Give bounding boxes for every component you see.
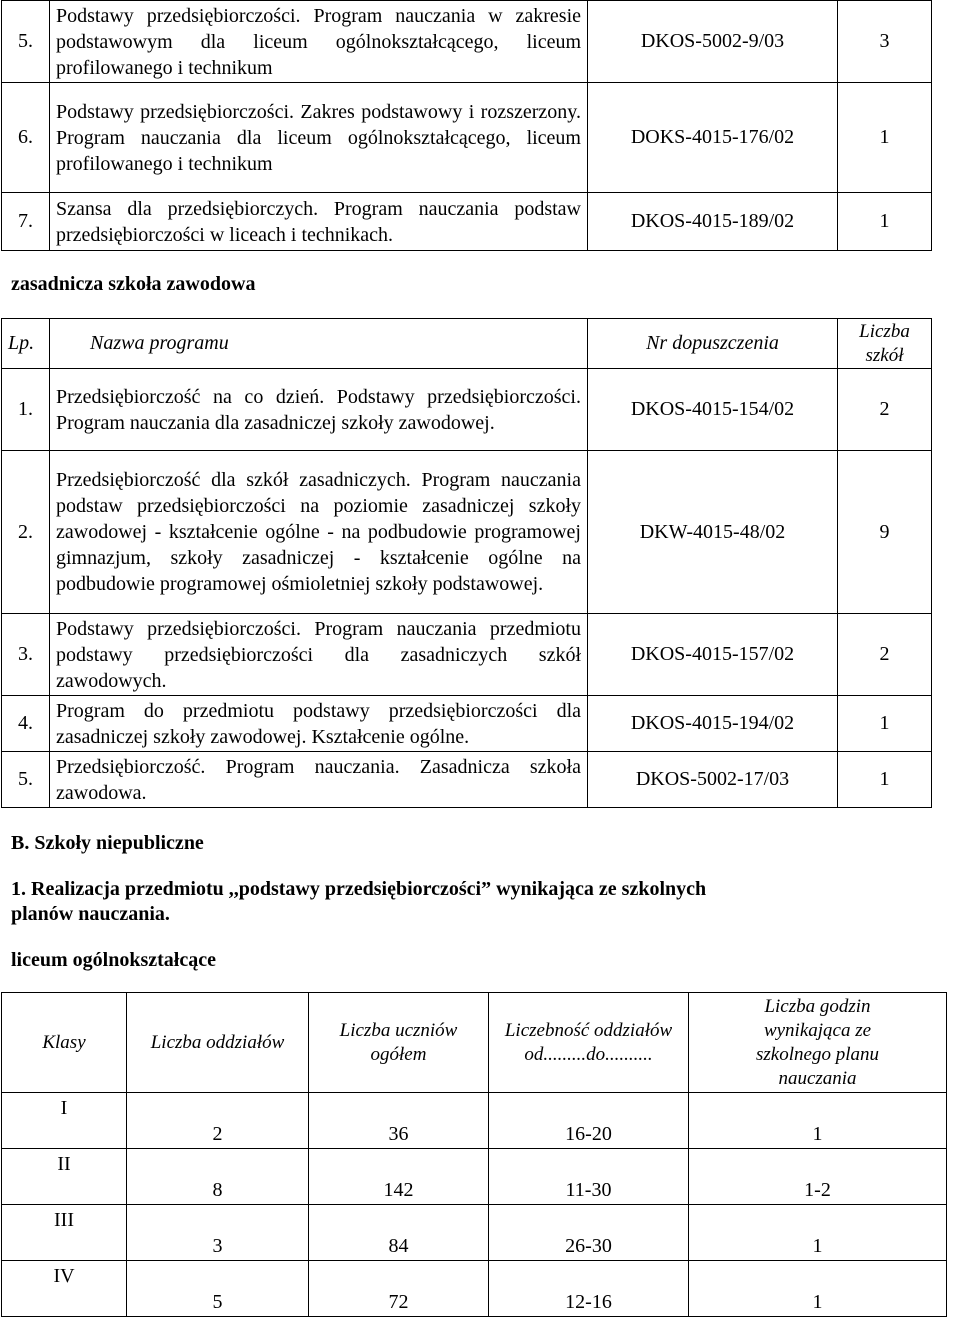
table-row — [2, 1, 932, 83]
header-klasy: Klasy — [2, 993, 127, 1093]
approval-number: DKOS-5002-17/03 — [588, 752, 838, 808]
branch-size-range: 11-30 — [489, 1149, 689, 1205]
student-count: 142 — [309, 1149, 489, 1205]
hours: 1 — [689, 1261, 947, 1317]
header-godziny: Liczba godzin wynikająca ze szkolnego planu nauczania — [689, 993, 947, 1093]
hours: 1-2 — [689, 1149, 947, 1205]
section-heading-lo: liceum ogólnokształcące — [11, 949, 216, 971]
table-row — [2, 1261, 947, 1317]
row-lp: 1. — [2, 369, 50, 451]
school-count: 9 — [838, 451, 932, 614]
student-count: 84 — [309, 1205, 489, 1261]
school-count: 1 — [838, 193, 932, 251]
approval-number: DKW-4015-48/02 — [588, 451, 838, 614]
table-row — [2, 1149, 947, 1205]
header-licznosc: Liczebność oddziałów od.........do.......... — [489, 993, 689, 1093]
school-count: 1 — [838, 83, 932, 193]
branch-size-range: 26-30 — [489, 1205, 689, 1261]
program-name: Przedsiębiorczość dla szkół zasadniczych. Program nauczania podstaw przedsiębiorczości na poziomie zasadniczej szkoły zawodowej - kształcenie ogólne - na podbudowie programowej gimnazjum, szkoły zasadniczej - kształcenie ogólne na podbudowie programowej ośmioletniej szkoły podstawowej. — [50, 451, 588, 614]
row-lp: 4. — [2, 696, 50, 752]
header-name: Nazwa programu — [50, 319, 588, 369]
class-summary-table — [1, 992, 947, 1317]
section-heading-realization-line2: planów nauczania. — [11, 903, 170, 925]
approval-number: DKOS-4015-189/02 — [588, 193, 838, 251]
row-lp: 7. — [2, 193, 50, 251]
approval-number: DOKS-4015-176/02 — [588, 83, 838, 193]
class-label: I — [2, 1093, 127, 1149]
hours: 1 — [689, 1093, 947, 1149]
program-name: Program do przedmiotu podstawy przedsiębiorczości dla zasadniczej szkoły zawodowej. Kształcenie ogólne. — [50, 696, 588, 752]
program-name: Przedsiębiorczość. Program nauczania. Zasadnicza szkoła zawodowa. — [50, 752, 588, 808]
table-row — [2, 193, 932, 251]
table-row — [2, 614, 932, 696]
section-heading-zsz: zasadnicza szkoła zawodowa — [11, 273, 256, 295]
header-count: Liczba szkół — [838, 319, 932, 369]
row-lp: 5. — [2, 1, 50, 83]
school-count: 1 — [838, 696, 932, 752]
approval-number: DKOS-4015-157/02 — [588, 614, 838, 696]
class-label: III — [2, 1205, 127, 1261]
table-row — [2, 83, 932, 193]
table-row — [2, 451, 932, 614]
program-table-zsz — [1, 318, 932, 808]
program-table-lo — [1, 0, 932, 251]
school-count: 2 — [838, 614, 932, 696]
program-name: Podstawy przedsiębiorczości. Zakres podstawowy i rozszerzony. Program nauczania dla liceum ogólnokształcącego, liceum profilowanego i technikum — [50, 83, 588, 193]
table-header-row — [2, 993, 947, 1093]
section-heading-nonpublic: B. Szkoły niepubliczne — [11, 832, 204, 854]
program-name: Podstawy przedsiębiorczości. Program nauczania przedmiotu podstawy przedsiębiorczości dla zasadniczych szkół zawodowych. — [50, 614, 588, 696]
branch-size-range: 16-20 — [489, 1093, 689, 1149]
branch-count: 5 — [127, 1261, 309, 1317]
table-row — [2, 369, 932, 451]
row-lp: 5. — [2, 752, 50, 808]
header-uczniowie: Liczba uczniów ogółem — [309, 993, 489, 1093]
program-name: Podstawy przedsiębiorczości. Program nauczania w zakresie podstawowym dla liceum ogólnokształcącego, liceum profilowanego i technikum — [50, 1, 588, 83]
approval-number: DKOS-4015-194/02 — [588, 696, 838, 752]
table-header-row — [2, 319, 932, 369]
student-count: 36 — [309, 1093, 489, 1149]
row-lp: 2. — [2, 451, 50, 614]
school-count: 1 — [838, 752, 932, 808]
student-count: 72 — [309, 1261, 489, 1317]
row-lp: 6. — [2, 83, 50, 193]
program-name: Szansa dla przedsiębiorczych. Program nauczania podstaw przedsiębiorczości w liceach i technikach. — [50, 193, 588, 251]
table-row — [2, 752, 932, 808]
branch-size-range: 12-16 — [489, 1261, 689, 1317]
class-label: IV — [2, 1261, 127, 1317]
table-row — [2, 1205, 947, 1261]
header-code: Nr dopuszczenia — [588, 319, 838, 369]
table-row — [2, 696, 932, 752]
program-name: Przedsiębiorczość na co dzień. Podstawy przedsiębiorczości. Program nauczania dla zasadniczej szkoły zawodowej. — [50, 369, 588, 451]
branch-count: 2 — [127, 1093, 309, 1149]
school-count: 2 — [838, 369, 932, 451]
table-row — [2, 1093, 947, 1149]
header-lp: Lp. — [2, 319, 50, 369]
school-count: 3 — [838, 1, 932, 83]
header-oddzialy: Liczba oddziałów — [127, 993, 309, 1093]
class-label: II — [2, 1149, 127, 1205]
branch-count: 3 — [127, 1205, 309, 1261]
approval-number: DKOS-4015-154/02 — [588, 369, 838, 451]
row-lp: 3. — [2, 614, 50, 696]
section-heading-realization-line1: 1. Realizacja przedmiotu ,,podstawy przedsiębiorczości” wynikająca ze szkolnych — [11, 878, 707, 900]
branch-count: 8 — [127, 1149, 309, 1205]
hours: 1 — [689, 1205, 947, 1261]
approval-number: DKOS-5002-9/03 — [588, 1, 838, 83]
